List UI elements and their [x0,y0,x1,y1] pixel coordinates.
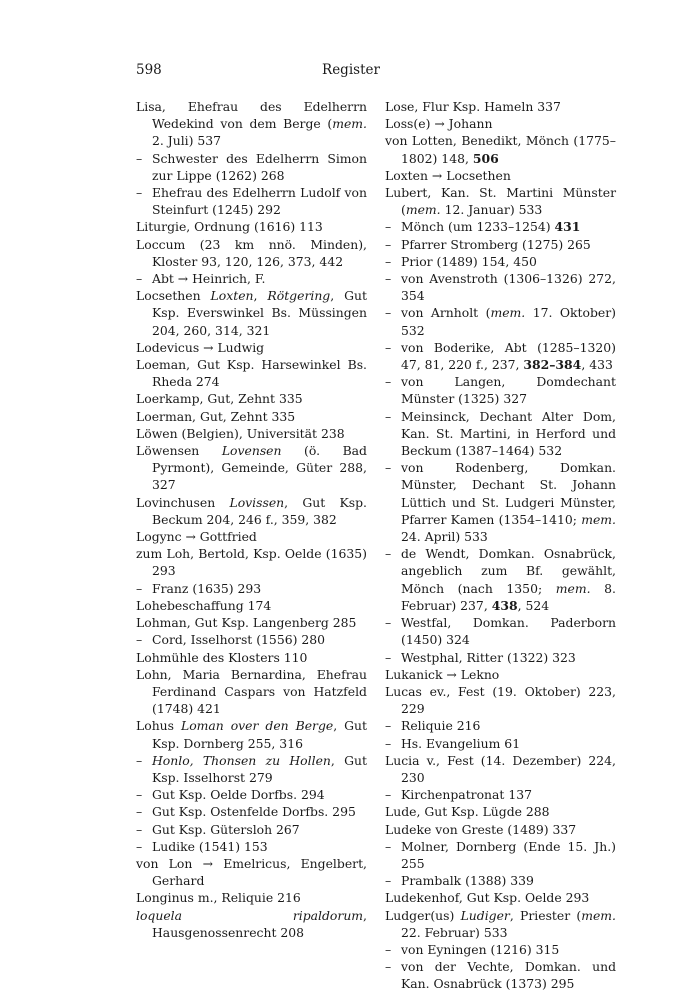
entry-text: Prior (1489) 154, 450 [401,253,537,269]
index-subentry [385,735,616,752]
entry-text: Lucia v., Fest (14. Dezember) 224, 230 [385,752,616,785]
entry-text: , 524 [517,597,550,613]
entry-text: Loss(e) → Johann [385,116,493,132]
entry-text: 24. April) 533 [401,529,488,545]
index-subentry [136,821,367,838]
index-subentry [136,803,367,820]
index-entry [385,98,616,115]
index-entry [385,132,616,166]
entry-text: , [253,288,268,304]
index-entry [136,98,367,150]
entry-text: von Arnholt ( [401,305,491,321]
running-title: Register [322,62,380,78]
entry-text: mem. [581,511,616,527]
entry-text: Kirchenpatronat 137 [401,787,532,803]
index-subentry [385,253,616,270]
entry-text: Gut Ksp. Gütersloh 267 [152,821,300,837]
entry-text: von Langen, Domdechant Münster (1325) 327 [401,374,616,407]
entry-text: 438 [491,597,518,613]
index-entry [136,236,367,270]
index-entry [385,184,616,218]
index-entry [385,115,616,132]
entry-text: Meinsinck, Dechant Alter Dom, Kan. St. Martini, in Herford und Beckum (1387–1464) 532 [401,408,616,459]
index-subentry [385,786,616,803]
page-header [136,62,566,82]
entry-text: Honlo, Thonsen zu Hollen [152,752,331,768]
index-entry [136,287,367,339]
entry-text: 17. Oktober) 532 [401,305,616,338]
entry-text: Ludger(us) [385,907,461,923]
index-subentry [385,304,616,338]
entry-text: Loman over den Berge [180,718,334,734]
entry-text: Lohebeschaffung 174 [136,597,272,613]
entry-text: Ludeke von Greste (1489) 337 [385,821,577,837]
index-entry [136,717,367,751]
entry-text: Loxten → Locsethen [385,167,511,183]
entry-text: Hs. Evangelium 61 [401,735,521,751]
entry-text: Lohman, Gut Ksp. Langenberg 285 [136,615,357,631]
entry-text: Ehefrau des Edelherrn Ludolf von Steinfurt (1245) 292 [152,185,367,218]
entry-text: Molner, Dornberg (Ende 15. Jh.) 255 [401,838,616,871]
index-entry [136,889,367,906]
entry-text: 382–384 [523,357,582,373]
entry-text: zum Loh, Bertold, Ksp. Oelde (1635) 293 [136,546,367,579]
entry-text: , Gut Ksp. Beckum 204, 246 f., 359, 382 [152,494,367,527]
index-subentry [385,459,616,545]
page-number: 598 [136,62,162,78]
entry-text: Lodevicus → Ludwig [136,339,265,355]
entry-text: Liturgie, Ordnung (1616) 113 [136,219,323,235]
entry-text: Franz (1635) 293 [152,580,262,596]
index-subentry [385,717,616,734]
index-entry [136,528,367,545]
index-entry [385,803,616,820]
entry-text: Lovensen [221,443,282,459]
index-entry [136,356,367,390]
entry-text: Loerman, Gut, Zehnt 335 [136,408,296,424]
index-subentry [385,408,616,460]
index-subentry [136,150,367,184]
index-entry [385,889,616,906]
index-subentry [136,752,367,786]
entry-text: 506 [472,150,499,166]
entry-text: mem. [490,305,526,321]
index-entry [136,425,367,442]
entry-text: Lohn, Maria Bernardina, Ehefrau Ferdinand Caspars von Hatzfeld (1748) 421 [136,666,367,717]
entry-text: 22. Februar) 533 [401,924,508,940]
index-subentry [385,339,616,373]
entry-text: Prambalk (1388) 339 [401,873,534,889]
index-subentry [385,218,616,235]
entry-text: Cord, Isselhorst (1556) 280 [152,632,326,648]
index-subentry [385,614,616,648]
index-entry [385,666,616,683]
entry-text: , Gut Ksp. Isselhorst 279 [152,752,367,785]
index-entry [385,752,616,786]
index-entry [136,408,367,425]
index-entry [136,390,367,407]
index-subentry [385,941,616,958]
index-entry [385,683,616,717]
entry-text: Gut Ksp. Ostenfelde Dorfbs. 295 [152,804,356,820]
entry-text: Löwen (Belgien), Universität 238 [136,425,345,441]
entry-text: Reliquie 216 [401,718,481,734]
entry-text: (ö. Bad Pyrmont), Gemeinde, Güter 288, 327 [152,443,367,493]
entry-text: Ludiger [460,907,510,923]
entry-text: Pfarrer Stromberg (1275) 265 [401,236,591,252]
entry-text: Longinus m., Reliquie 216 [136,890,301,906]
entry-text: Abt → Heinrich, F. [152,271,266,287]
index-entry [385,821,616,838]
index-entry [385,907,616,941]
entry-text: von Rodenberg, Domkan. Münster, Dechant St. Johann Lüttich und St. Ludgeri Münster, Pfarrer Kamen (1354–1410; [401,460,616,527]
entry-text: 2. Juli) 537 [152,133,222,149]
index-subentry [136,184,367,218]
entry-text: loquela ripaldorum [136,907,364,923]
index-subentry [136,631,367,648]
entry-text: Löwensen [136,443,222,459]
entry-text: Lucas ev., Fest (19. Oktober) 223, 229 [385,683,616,717]
index-subentry [385,872,616,889]
index-subentry [136,786,367,803]
index-subentry [385,545,616,614]
entry-text: 8. Februar) 237, [401,580,616,613]
index-entry [385,167,616,184]
index-subentry [385,958,616,992]
entry-text: Lude, Gut Ksp. Lügde 288 [385,804,550,820]
entry-text: Ludekenhof, Gut Ksp. Oelde 293 [385,890,590,906]
entry-text: Lovissen [229,494,285,510]
entry-text: Rötgering [267,288,331,304]
index-entry [136,442,367,494]
entry-text: mem. [405,202,441,218]
index-subentry [385,236,616,253]
entry-text: mem. [332,116,367,132]
index-entry [136,339,367,356]
entry-text: Locsethen [136,288,211,304]
entry-text: Lohus [136,718,181,734]
index-subentry [385,838,616,872]
index-column-left [136,98,367,941]
entry-text: 12. Januar) 533 [440,202,543,218]
index-entry [136,545,367,579]
entry-text: Loerkamp, Gut, Zehnt 335 [136,391,303,407]
index-subentry [385,373,616,407]
entry-text: mem. [555,580,591,596]
entry-text: Lovinchusen [136,494,230,510]
entry-text: , 433 [581,357,613,373]
index-subentry [136,580,367,597]
index-subentry [385,649,616,666]
entry-text: Lose, Flur Ksp. Hameln 337 [385,99,561,114]
entry-text: Schwester des Edelherrn Simon zur Lippe (1262) 268 [152,150,367,183]
entry-text: Westfal, Domkan. Paderborn (1450) 324 [401,615,616,648]
index-subentry [136,838,367,855]
entry-text: , Priester ( [509,907,582,923]
entry-text: von Eyningen (1216) 315 [401,941,560,957]
entry-text: von Lotten, Benedikt, Mönch (1775–1802) 148, [385,133,616,166]
index-entry [136,907,367,941]
entry-text: de Wendt, Domkan. Osnabrück, angeblich zum Bf. gewählt, Mönch (nach 1350; [401,546,616,596]
entry-text: , Hausgenossenrecht 208 [152,907,367,940]
index-entry [136,649,367,666]
entry-text: Lubert, Kan. St. Martini Münster ( [385,185,616,218]
entry-text: Logync → Gottfried [136,529,257,545]
entry-text: von Lon → Emelricus, Engelbert, Gerhard [136,855,367,889]
entry-text: Mönch (um 1233–1254) [401,219,555,235]
entry-text: Lukanick → Lekno [385,666,500,682]
entry-text: Lisa, Ehefrau des Edelherrn Wedekind von dem Berge ( [136,99,367,132]
index-entry [136,494,367,528]
index-subentry [136,270,367,287]
entry-text: Ludike (1541) 153 [152,838,268,854]
entry-text: von der Vechte, Domkan. und Kan. Osnabrück (1373) 295 [401,959,616,992]
entry-text: von Boderike, Abt (1285–1320) 47, 81, 220 f., 237, [401,339,616,373]
entry-text: Loccum (23 km nnö. Minden), Kloster 93, 120, 126, 373, 442 [136,236,367,269]
index-entry [136,855,367,889]
index-entry [136,614,367,631]
entry-text: Lohmühle des Klosters 110 [136,649,308,665]
index-entry [136,666,367,718]
index-subentry [385,270,616,304]
index-entry [136,218,367,235]
entry-text: mem. [581,907,616,923]
entry-text: Gut Ksp. Oelde Dorfbs. 294 [152,787,325,803]
entry-text: Westphal, Ritter (1322) 323 [401,649,576,665]
index-column-right [385,98,616,993]
entry-text: , Gut Ksp. Everswinkel Bs. Müssingen 204, 260, 314, 321 [152,288,367,338]
entry-text: Loeman, Gut Ksp. Harsewinkel Bs. Rheda 274 [136,357,367,390]
entry-text: , Gut Ksp. Dornberg 255, 316 [152,718,367,751]
entry-text: von Avenstroth (1306–1326) 272, 354 [401,271,616,304]
index-entry [136,597,367,614]
entry-text: Loxten [210,288,254,304]
entry-text: 431 [554,219,581,235]
